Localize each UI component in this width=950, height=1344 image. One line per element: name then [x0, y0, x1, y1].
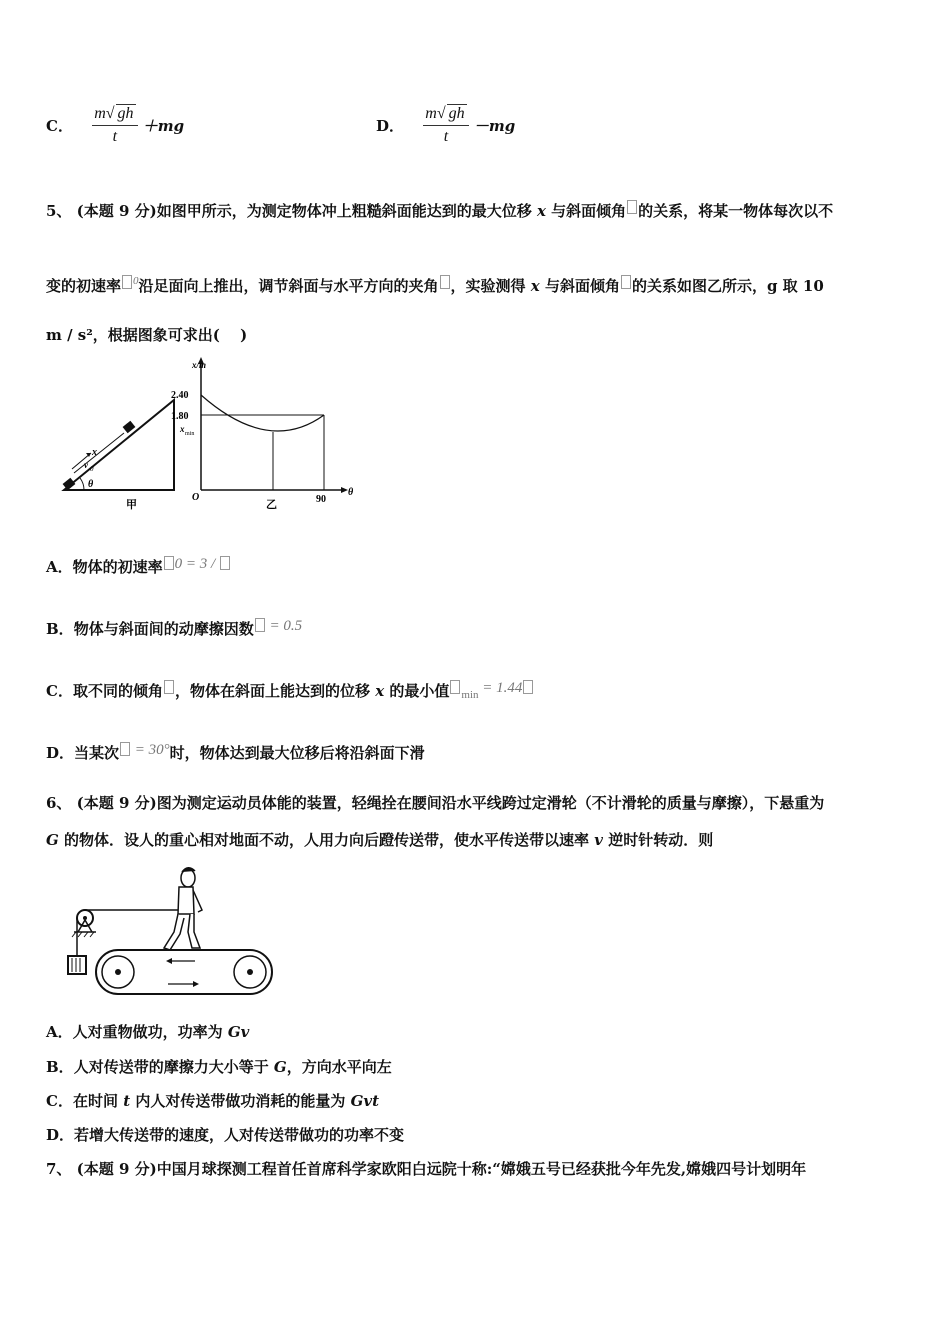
q5-figure — [56, 355, 366, 515]
incline-v-sub: 0 — [90, 465, 94, 473]
q5-l1-b: 与斜面倾角 — [545, 202, 627, 220]
q4-option-d-fraction: $\frac{m√ gh}{t}$ — [423, 104, 468, 146]
mu-placeholder-icon — [255, 618, 265, 632]
q5-l2-d: 与斜面倾角 — [539, 277, 620, 295]
q5-option-c-label: C． — [46, 682, 73, 700]
q6-l2-v: v — [594, 831, 603, 849]
q5-option-c-x: x — [375, 682, 385, 700]
incline-theta-label: θ — [88, 479, 94, 490]
q4-c-num-sqrt: gh — [117, 105, 134, 122]
q4-option-c — [46, 104, 184, 146]
q4-option-d — [376, 104, 515, 146]
block-top-icon — [123, 421, 136, 434]
q5-option-c — [46, 680, 534, 701]
q5-option-b — [46, 618, 302, 639]
theta-placeholder-icon — [120, 742, 130, 756]
q6-l2-a: 的物体．设人的重心相对地面不动，人用力向后蹬传送带，使水平传送带以速率 — [58, 831, 595, 849]
q5-l2-c: ，实验测得 — [450, 277, 531, 295]
m-placeholder-icon — [220, 556, 230, 570]
q4-d-num-m: m — [425, 105, 437, 122]
m-placeholder-icon — [523, 680, 533, 694]
arrow-right-icon — [193, 981, 199, 987]
q6-option-a-text: 人对重物做功，功率为 — [72, 1023, 228, 1041]
q4-c-den: t — [112, 128, 118, 145]
q5-option-d-text-b: 时，物体达到最大位移后将沿斜面下滑 — [169, 744, 425, 762]
q6-line-2 — [46, 829, 713, 850]
q4-option-d-suffix: －mg — [473, 116, 516, 135]
tick-xmin: x — [180, 424, 185, 434]
v-placeholder-icon — [164, 556, 174, 570]
q5-option-d-math: = 30° — [131, 742, 170, 758]
q5-option-b-text: 物体与斜面间的动摩擦因数 — [73, 620, 254, 638]
tick-1-80: 1.80 — [171, 411, 189, 422]
theta-placeholder-icon — [621, 275, 631, 289]
y-axis-label: x/m — [192, 360, 207, 370]
q5-option-b-math: = 0.5 — [265, 618, 303, 634]
q5-option-c-sub: min — [461, 689, 479, 701]
q5-l2-b: 沿足面向上推出，调节斜面与水平方向的夹角 — [138, 277, 439, 295]
q6-option-c-text-a: 在时间 — [72, 1092, 124, 1110]
q6-option-b-text-a: 人对传送带的摩擦力大小等于 — [73, 1058, 274, 1076]
q4-option-c-fraction: $\frac{m√ gh}{t}$ — [92, 104, 137, 146]
theta-placeholder-icon — [164, 680, 174, 694]
q5-option-d-label: D． — [46, 744, 75, 762]
incline-x-label: x — [92, 447, 97, 458]
q6-option-a — [46, 1021, 249, 1042]
q6-option-c-label: C． — [46, 1092, 73, 1110]
q4-option-c-suffix: ＋mg — [142, 116, 185, 135]
q6-option-d — [46, 1124, 404, 1145]
q5-option-c-text-b: ，物体在斜面上能达到的位移 — [174, 682, 376, 700]
q5-option-d-text-a: 当某次 — [74, 744, 120, 762]
q5-option-a-label: A． — [46, 558, 73, 576]
q5-option-c-text-a: 取不同的倾角 — [72, 682, 163, 700]
tick-90: 90 — [316, 494, 326, 505]
theta-placeholder-icon — [440, 275, 450, 289]
incline-v-label: v — [84, 460, 88, 470]
q6-option-d-label: D． — [46, 1126, 75, 1144]
q6-option-a-math: Gv — [227, 1023, 250, 1041]
tick-2-40: 2.40 — [171, 390, 189, 401]
q5-l2-a: 变的初速率 — [46, 277, 122, 295]
q6-option-b-label: B． — [46, 1058, 74, 1076]
q6-option-c-text-b: 内人对传送带做功消耗的能量为 — [130, 1092, 351, 1110]
theta-placeholder-icon — [627, 200, 637, 214]
q4-d-num-sqrt: gh — [448, 105, 465, 122]
q5-option-c-text-c: 的最小值 — [384, 682, 450, 700]
x-axis-label: θ — [348, 487, 354, 498]
q4-d-den: t — [443, 128, 449, 145]
v-placeholder-icon — [122, 275, 132, 289]
x-placeholder-icon — [450, 680, 460, 694]
q5-option-d — [46, 742, 425, 763]
q5-option-a-text: 物体的初速率 — [72, 558, 163, 576]
q5-option-c-math: = 1.44 — [478, 680, 523, 696]
q5-option-a — [46, 556, 231, 577]
runner-figure — [164, 868, 202, 950]
x-arrow-icon — [341, 487, 348, 493]
q5-l2-e: 的关系如图乙所示，g 取 10 — [631, 277, 824, 295]
q6-option-c-t: t — [123, 1092, 131, 1110]
q6-treadmill-figure — [60, 862, 275, 1002]
q5-l1-a: 5、 (本题 9 分)如图甲所示，为测定物体冲上粗糙斜面能达到的最大位移 — [46, 202, 537, 220]
arrow-left-icon — [166, 958, 172, 964]
q5-option-b-label: B． — [46, 620, 74, 638]
tick-xmin-sub: min — [185, 431, 195, 437]
q4-option-d-label: D． — [376, 116, 405, 135]
q7-line-1: 7、 (本题 9 分)中国月球探测工程首任首席科学家欧阳白远院十称:“嫦娥五号已经获批今年先发,嫦娥四号计划明年 — [46, 1160, 807, 1178]
q6-option-b-g: G — [273, 1058, 287, 1076]
label-jia: 甲 — [126, 499, 137, 511]
graph-figure — [171, 357, 354, 511]
origin-label: O — [192, 492, 200, 503]
q6-option-d-text: 若增大传送带的速度，人对传送带做功的功率不变 — [74, 1126, 405, 1144]
q4-option-c-label: C． — [46, 116, 73, 135]
q6-option-c-math: Gvt — [350, 1092, 380, 1110]
q6-l2-g: G — [46, 831, 59, 849]
q5-l1-x: x — [536, 202, 546, 220]
weight-icon — [68, 956, 86, 974]
q5-l2-v0: 0 — [133, 275, 139, 287]
label-yi: 乙 — [266, 499, 277, 511]
q6-option-a-label: A． — [46, 1023, 73, 1041]
q5-l2-x: x — [530, 277, 540, 295]
q6-option-c — [46, 1090, 379, 1111]
q6-l2-b: 逆时针转动．则 — [602, 831, 714, 849]
q5-l1-c: 的关系，将某一物体每次以不 — [638, 202, 834, 220]
q5-option-a-math: 0 = 3 / — [174, 556, 219, 572]
q6-option-b — [46, 1056, 392, 1077]
q5-line-1 — [46, 200, 833, 221]
q6-option-b-text-b: ，方向水平向左 — [286, 1058, 392, 1076]
q5-line-2 — [46, 275, 824, 296]
q5-line-3: m / s²，根据图象可求出( ) — [46, 326, 248, 344]
q6-line-1: 6、 (本题 9 分)图为测定运动员体能的装置，轻绳拴在腰间沿水平线跨过定滑轮（不计滑轮的质量与摩擦），下悬重为 — [46, 794, 825, 812]
incline-figure — [63, 400, 174, 511]
x-theta-curve — [201, 395, 324, 431]
q4-c-num-m: m — [94, 105, 106, 122]
